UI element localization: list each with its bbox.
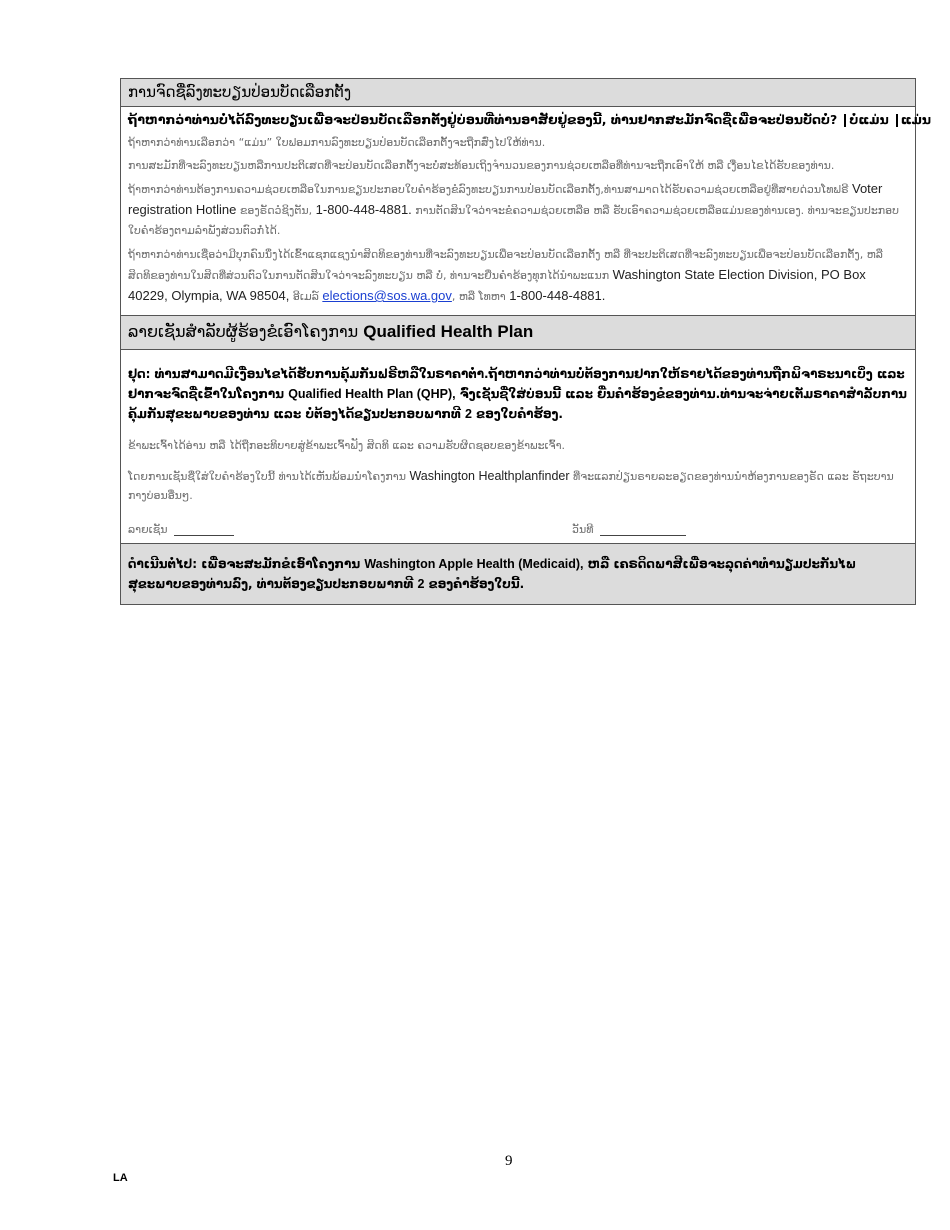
qhp-header-lao: ລາຍເຊັນສໍາລັບຜູ້ຮ້ອງຂໍເອົາໂຄງການ [128, 322, 359, 341]
voter-p3-text-a: ຖ້າຫາກວ່າທ່ານຕ້ອງການຄວາມຊ່ວຍເຫລືອໃນການຂຽນປະກອບໃບຄໍາຮ້ອງຂໍລົງທະບຽນການປ່ອນບັດເລືອກຕັ້ງ,ທ່ານສາມາດໄດ້ຮັບຄວາມຊ່ວຍເຫລືອຢູ່ທີ່ສາຍດ່ວນໂທຟຣີ [128, 183, 849, 196]
date-label: ວັນທີ [572, 523, 594, 536]
qhp-paragraph-1: ຂ້າພະເຈົ້າໄດ້ອ່ານ ຫລື ໄດ້ຖືກອະທິບາຍສູ່ຂ້າພະເຈົ້າຟັງ ສິດທິ ແລະ ຄວາມຮັບຜິດຊອບຂອງຂ້າພະເຈົ້າ. [128, 439, 566, 452]
voter-p3-text-b: ຂອງຣັດວໍຊິງຕັນ, [239, 204, 313, 217]
qhp-section [121, 350, 915, 543]
page-number: 9 [505, 1153, 513, 1169]
signature-line[interactable] [174, 535, 234, 536]
qhp-header-en: Qualified Health Plan [363, 322, 534, 341]
voter-registration-title: ການຈົດຊື່ລົງທະບຽນປ່ອນບັດເລືອກຕັ້ງ [128, 83, 352, 101]
email-label: ອີເມລ໌ [292, 290, 319, 303]
date-field [572, 523, 686, 536]
voter-p3-text-c: ການຕັດສິນໃຈວ່າຈະຂໍຄວາມຊ່ວຍເຫລືອ ຫລື ຮັບເອົາຄວາມຊ່ວຍເຫລືອແມ່ນຂອງທ່ານເອງ. ທ່ານຈະຂຽນປະກອບໃບຄໍາຮ້ອງຕາມລໍາພັງສ່ວນຕົວກໍ່ໄດ້. [128, 204, 899, 237]
qhp-p2-text-a: ໂດຍການເຊັນຊື່ໃສ່ໃບຄໍາຮ້ອງໃບນີ້ ທ່ານໄດ້ເຫັນພ້ອມນໍາໂຄງການ [128, 470, 406, 483]
voter-registration-section [121, 107, 932, 315]
qhp-header [121, 315, 915, 350]
next-step-text-b: ຫລື ເຄຣດິດພາສີເພື່ອຈະລຸດຄ່າທໍານຽມປະກັນໄພສຸຂະພາບຂອງທ່ານລົງ, ທ່ານຕ້ອງຂຽນປະກອບພາກທີ [128, 557, 857, 591]
qhp-paragraph-2 [128, 467, 908, 505]
voter-paragraph-3 [128, 179, 908, 241]
qhp-note-plan-name: Qualified Health Plan (QHP), [288, 387, 456, 401]
date-line[interactable] [600, 535, 686, 536]
language-code: LA [113, 1172, 128, 1184]
voter-hotline-phone: 1-800-448-4881. [315, 202, 412, 217]
voter-hotline-name: Voter registration Hotline [128, 181, 883, 217]
next-step-text-c: ຂອງຄໍາຮ້ອງໃບນີ້. [428, 577, 525, 591]
checkbox-yes-label: ແມ່ນ [900, 112, 932, 127]
checkbox-yes[interactable] [896, 114, 898, 127]
qhp-note-text-c: ຂອງໃບຄໍາຮ້ອງ. [476, 407, 563, 421]
election-division-address: Washington State Election Division, PO Box 40229, Olympia, WA 98504, [128, 267, 866, 303]
qhp-p2-text-b: ທີ່ຈະແລກປ່ຽນຣາຍລະອຽດຂອງທ່ານນໍາຫ້ອງການຂອງຣັດ ແລະ ຣັຖະບານກາງບ່ອນອື່ນໆ. [128, 470, 894, 502]
election-email-link[interactable]: elections@sos.wa.gov [322, 288, 452, 303]
voter-paragraph-4 [128, 245, 908, 307]
next-step-box [121, 543, 915, 604]
next-step-part-number: 2 [417, 577, 425, 591]
qhp-note-text-a: ຢຸດ: ທ່ານສາມາດມີເງື່ອນໄຂໄດ້ຮັບການຄຸ້ມກັນຟຣີຫລືໃນຣາຄາຕໍ່າ.ຖ້າຫາກວ່າທ່ານບໍ່ຕ້ອງການຢາກໃຫ້ຣາຍໄດ້ຂອງທ່ານຖືກພິຈາຣະນາເບິ່ງ ແລະ ຢາກຈະຈົດຊື່ເຂົ້າໃນໂຄງການ [128, 367, 905, 401]
checkbox-no-label: ບໍ່ແມ່ນ [849, 112, 889, 127]
voter-paragraph-2: ການສະມັກທີ່ຈະລົງທະບຽນຫລືການປະຕິເສດທີ່ຈະປ່ອນບັດເລືອກຕັ້ງຈະບໍ່ສະທ້ອນເຖິງຈໍານວນຂອງການຊ່ວຍເຫລືອທີ່ທ່ານຈະຖືກເອົາໃຫ້ ຫລື ເງື່ອນໄຂໄດ້ຮັບຂອງທ່ານ. [128, 159, 835, 172]
form-container [120, 78, 932, 605]
checkbox-no[interactable] [844, 114, 846, 127]
voter-p4-text-b: , ຫລື ໂທຫາ [451, 290, 506, 303]
qhp-stop-note [128, 364, 908, 424]
qhp-note-text-b: ຈົ່ງເຊັນຊື່ໃສ່ບ່ອນນີ້ ແລະ ຍື່ນຄໍາຮ້ອງຂໍຂອງທ່ານ.ທ່ານຈະຈ່າຍເຕັມຣາຄາສໍາລັບການຄຸ້ມກັນສຸຂະພາບຂອງທ່ານ ແລະ ບໍ່ຕ້ອງໄດ້ຂຽນປະກອບພາກທີ [128, 387, 907, 421]
next-step-text-a: ດໍາເນີນຕໍ່ໄປ: ເພື່ອຈະສະມັກຂໍເອົາໂຄງການ [128, 557, 361, 571]
signature-label: ລາຍເຊັນ [128, 523, 168, 536]
voter-question-row [128, 111, 932, 129]
voter-paragraph-1: ຖ້າຫາກວ່າທ່ານເລືອກວ່າ “ແມ່ນ” ໃບຟອມການລົງທະບຽນປ່ອນບັດເລືອກຕັ້ງຈະຖືກສົ່ງໄປໃຫ້ທ່ານ. [128, 136, 546, 149]
qhp-note-part-number: 2 [465, 407, 472, 421]
voter-p4-text-a: ຖ້າຫາກວ່າທ່ານເຊື່ອວ່າມີບຸກຄົນນຶ່ງໄດ້ເຂົ້າແຊກແຊງນໍາສິດທິຂອງທ່ານທີ່ຈະລົງທະບຽນເພື່ອຈະປ່ອນບັດເລືອກຕັ້ງ ຫລື ທີ່ຈະປະຕິເສດທີ່ຈະລົງທະບຽນເພື່ອຈະປ່ອນບັດເລືອກຕັ້ງ, ຫລື ສິດທິຂອງທ່ານໃນສິດທີ່ສ່ວນຕົວໃນການຕັດສິນໃຈວ່າຈະລົງທະບຽນ ຫລື ບໍ່, ທ່ານຈະຍື່ນຄໍາຮ້ອງທຸກໄດ້ນໍາພະແນກ [128, 248, 883, 282]
apple-health-name: Washington Apple Health (Medicaid), [364, 557, 584, 571]
voter-question: ຖ້າຫາກວ່າທ່ານບໍ່ໄດ້ລົງທະບຽນເພື່ອຈະປ່ອນບັດເລືອກຕັ້ງຢູ່ບ່ອນທີ່ທ່ານອາສັຍຢູ່ຂອງນີ້, ທ່ານຢາກສະມັກຈົດຊື່ເພື່ອຈະປ່ອນບັດບໍ່? [128, 112, 838, 127]
election-phone: 1-800-448-4881. [509, 288, 606, 303]
signature-field [128, 523, 234, 536]
voter-registration-header [121, 79, 915, 107]
signature-row [128, 519, 908, 543]
healthplanfinder-name: Washington Healthplanfinder [409, 469, 570, 483]
